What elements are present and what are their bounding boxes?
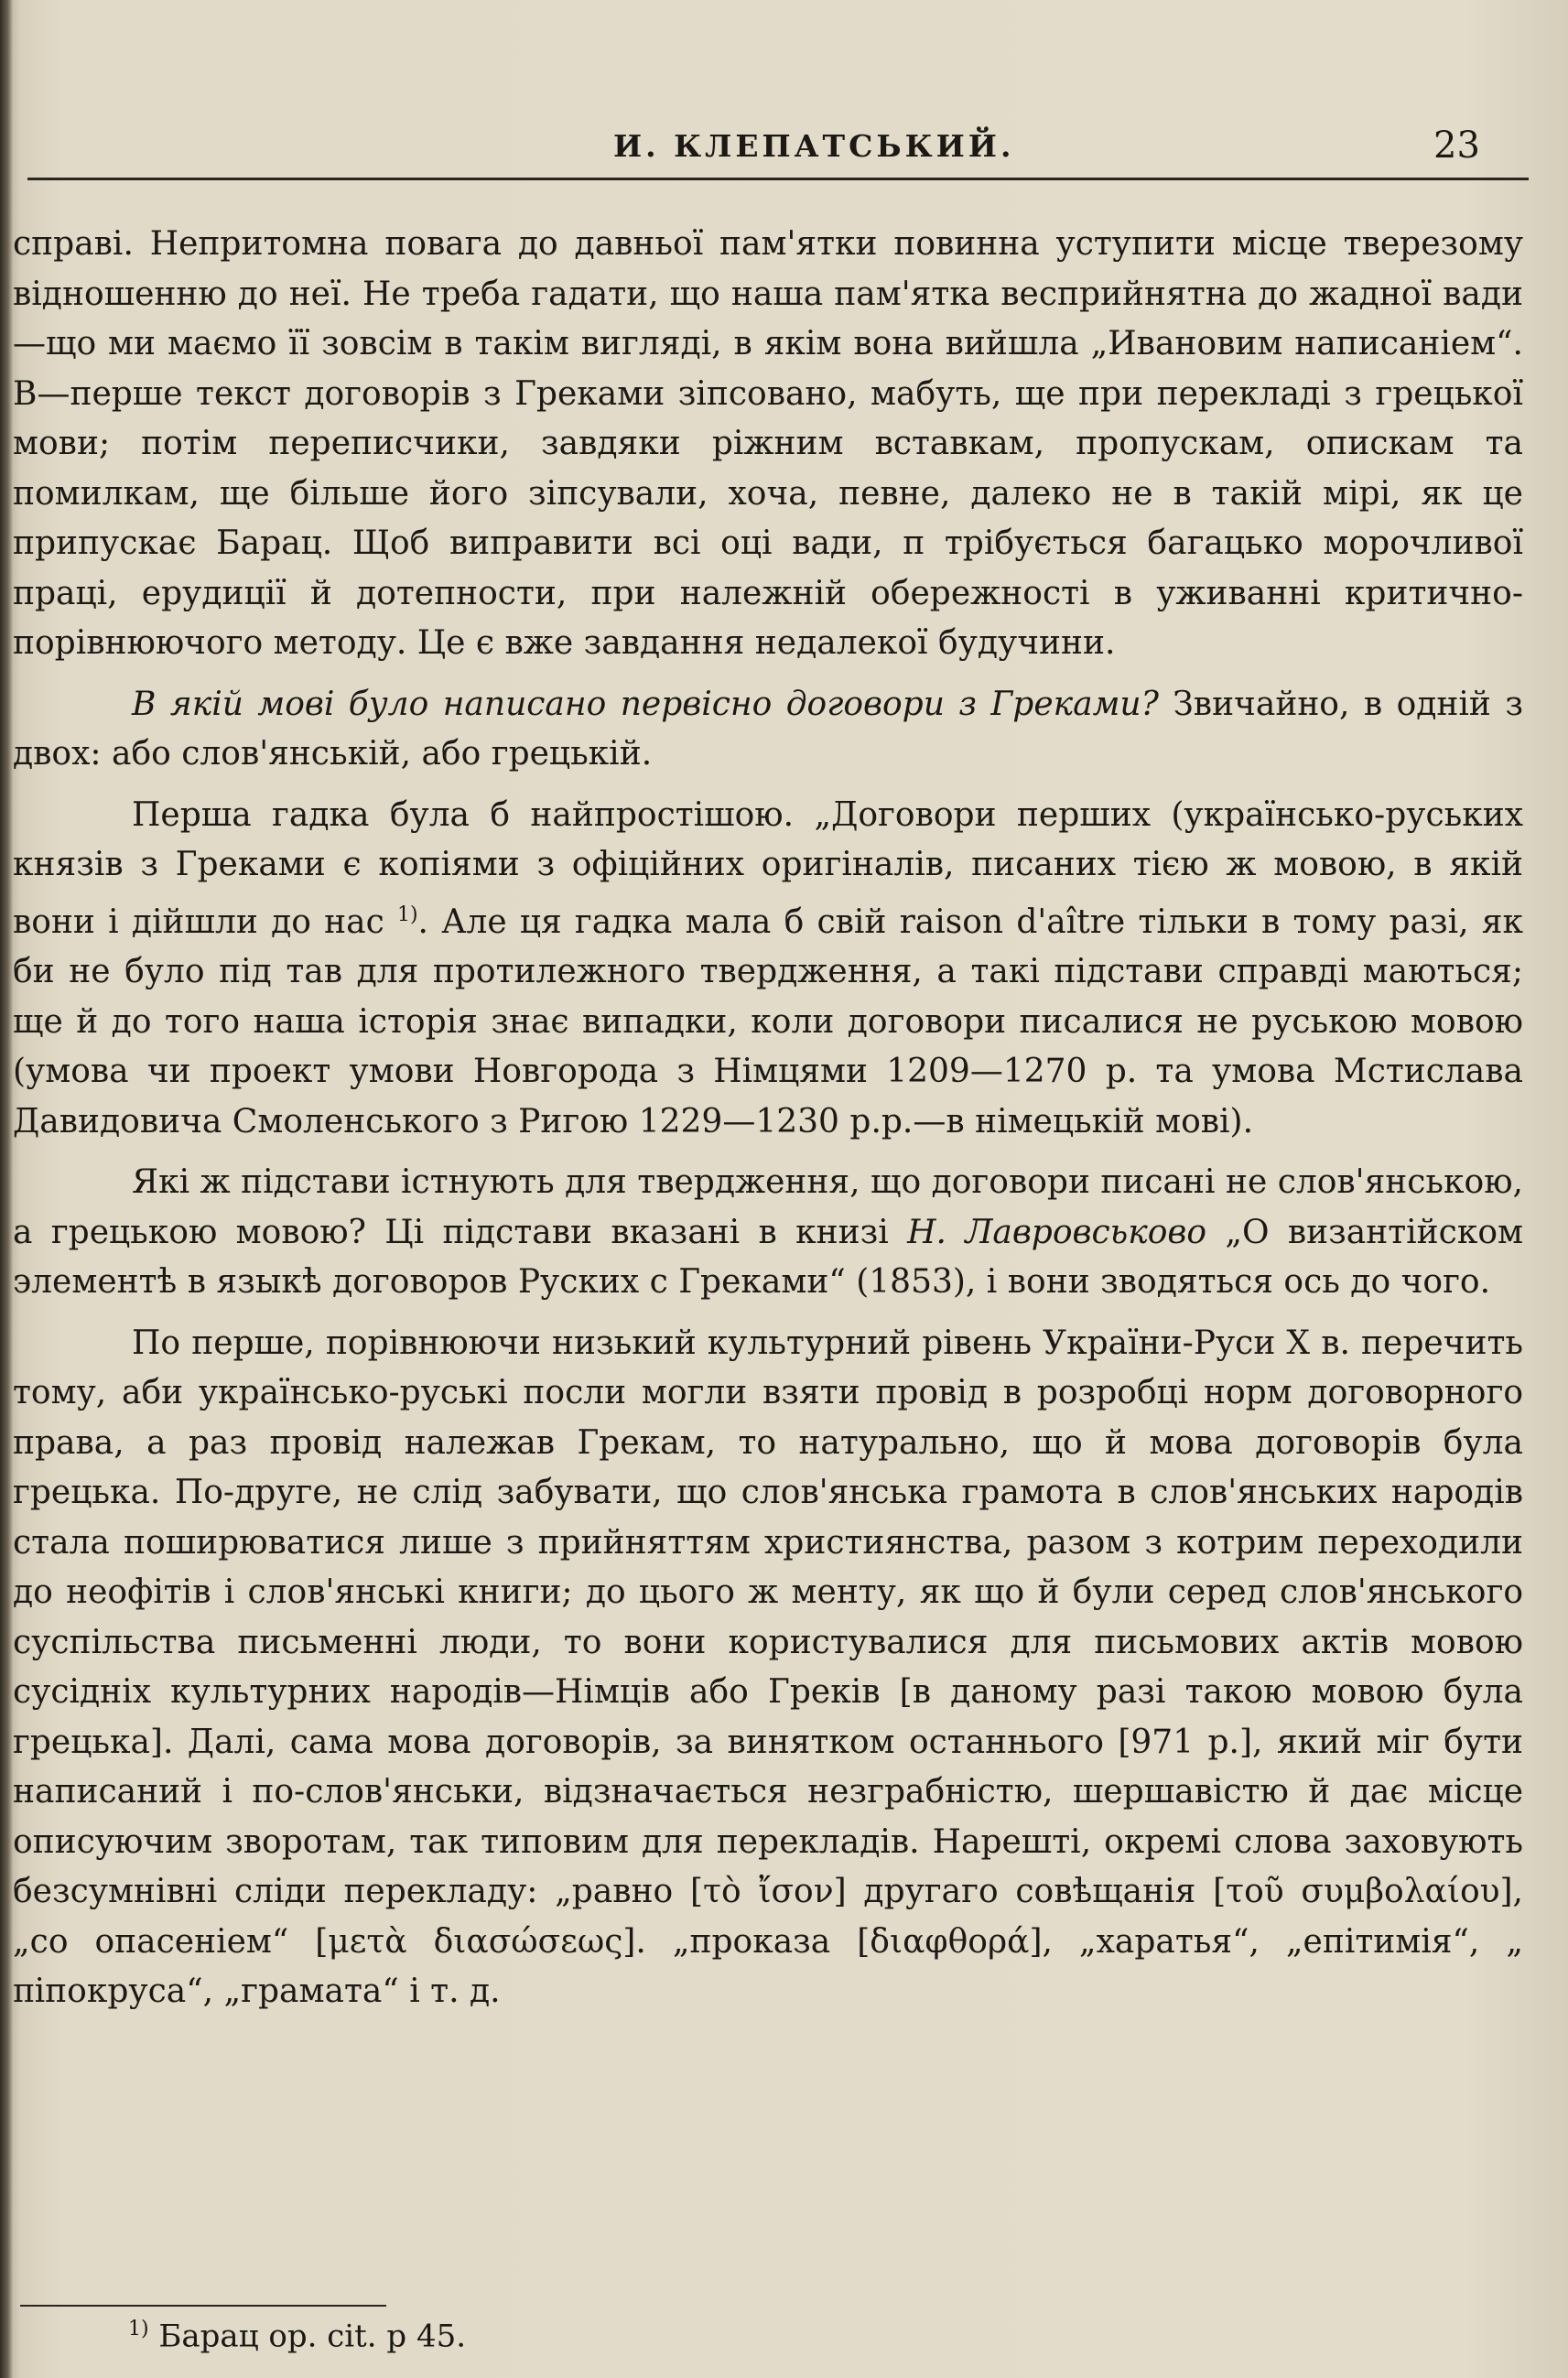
footnote-marker: 1)	[128, 2318, 149, 2340]
paragraph-2	[13, 680, 1523, 780]
paragraph-1-text: справі. Непритомна повага до давньої пам'ятки повинна уступити місце тверезому відношенню до неї. Не треба гадати, що наша пам'ятка весприйнятна до жадної вади—що ми маємо її зовсім в такім вигляді, в якім вона вийшла „Ивановим написаніем“. В—перше текст договорів з Греками зіпсовано, мабуть, ще при перекладі з грецької мови; потім переписчики, завдяки ріжним вставкам, пропускам, опискам та помилкам, ще більше його зіпсували, хоча, певне, далеко не в такій мірі, як це припускає Барац. Щоб виправити всі оці вади, п трібується багацько морочливої праці, ерудиції й дотепности, при належній обережності в уживанні критично-порівнюючого методу. Це є вже завдання недалекої будучини.	[13, 225, 1523, 662]
paragraph-3-text-after: . Але ця гадка мала б свій raison d'aître тільки в тому разі, як би не було під тав для протилежного твердження, а такі підстави справді маються; ще й до того наша історія знає випадки, коли договори писалися не руською мовою (умова чи проект умови Новгорода з Німцями 1209—1270 р. та умова Мстислава Давидовича Смоленського з Ригою 1229—1230 р.р.—в німецькій мові).	[13, 903, 1524, 1140]
paragraph-4-italic-author: Н. Лавровськово	[907, 1213, 1207, 1251]
paragraph-4-text: Які ж підстави істнують для твердження, що договори писані не слов'янською, а грецькою мовою? Ці підстави вказані в книзі	[13, 1163, 1523, 1251]
footnote	[128, 2318, 466, 2354]
body-text	[13, 220, 1523, 2028]
footnote-text: Барац op. cit. p 45.	[158, 2318, 467, 2355]
paragraph-3	[13, 791, 1523, 1148]
footnote-rule	[20, 2305, 386, 2307]
page-header	[27, 124, 1529, 192]
footnote-reference[interactable]: 1)	[396, 903, 418, 926]
page-binding-edge	[0, 0, 13, 2378]
paragraph-4	[13, 1158, 1523, 1308]
paragraph-5-text: По перше, порівнюючи низький культурний рівень України-Руси X в. перечить тому, аби українсько-руські посли могли взяти провід в розробці норм договорного права, а раз провід належав Грекам, то натурально, що й мова договорів була грецька. По-друге, не слід забувати, що слов'янська грамота в слов'янських народів стала поширюватися лише з прийняттям християнства, разом з котрим переходили до неофітів і слов'янські книги; до цього ж менту, як що й були серед слов'янського суспільства письменні люди, то вони користувалися для письмових актів мовою сусідніх культурних народів—Німців або Греків [в даному разі такою мовою була грецька]. Далі, сама мова договорів, за винятком останнього [971 р.], який міг бути написаний і по-слов'янськи, відзначається незграбністю, шершавістю й дає місце описуючим зворотам, так типовим для перекладів. Нарешті, окремі слова заховують безсумнівні сліди перекладу: „равно [τὸ ἴσον] другаго совѣщанія [τοῦ συμβολαίου], „со опасеніем“ [μετὰ διασώσεως]. „проказа [διαφθορά], „харатья“, „епітимія“, „ πіпокруса“, „грамата“ і т. д.	[13, 1324, 1523, 2010]
paragraph-2-italic-question: В якій мові було написано первісно договори з Греками?	[132, 685, 1159, 723]
paragraph-4-text-after: „О византійском элементѣ в языкѣ договоров Руских с Греками“ (1853), і вони зводяться ось до чого.	[13, 1213, 1523, 1301]
page-number: 23	[1433, 124, 1480, 167]
paragraph-5	[13, 1319, 1523, 2017]
paragraph-3-text: Перша гадка була б найпростішою. „Договори перших (українсько-руських князів з Греками є копіями з офіційних оригіналів, писаних тією ж мовою, в якій вони і дійшли до нас	[13, 795, 1523, 941]
paragraph-1	[13, 220, 1523, 669]
paragraph-2-text: Звичайно, в одній з двох: або слов'янській, або грецькій.	[13, 685, 1523, 773]
running-head: И. КЛЕПАТСЬКИЙ.	[613, 128, 1015, 164]
header-rule	[27, 178, 1529, 180]
